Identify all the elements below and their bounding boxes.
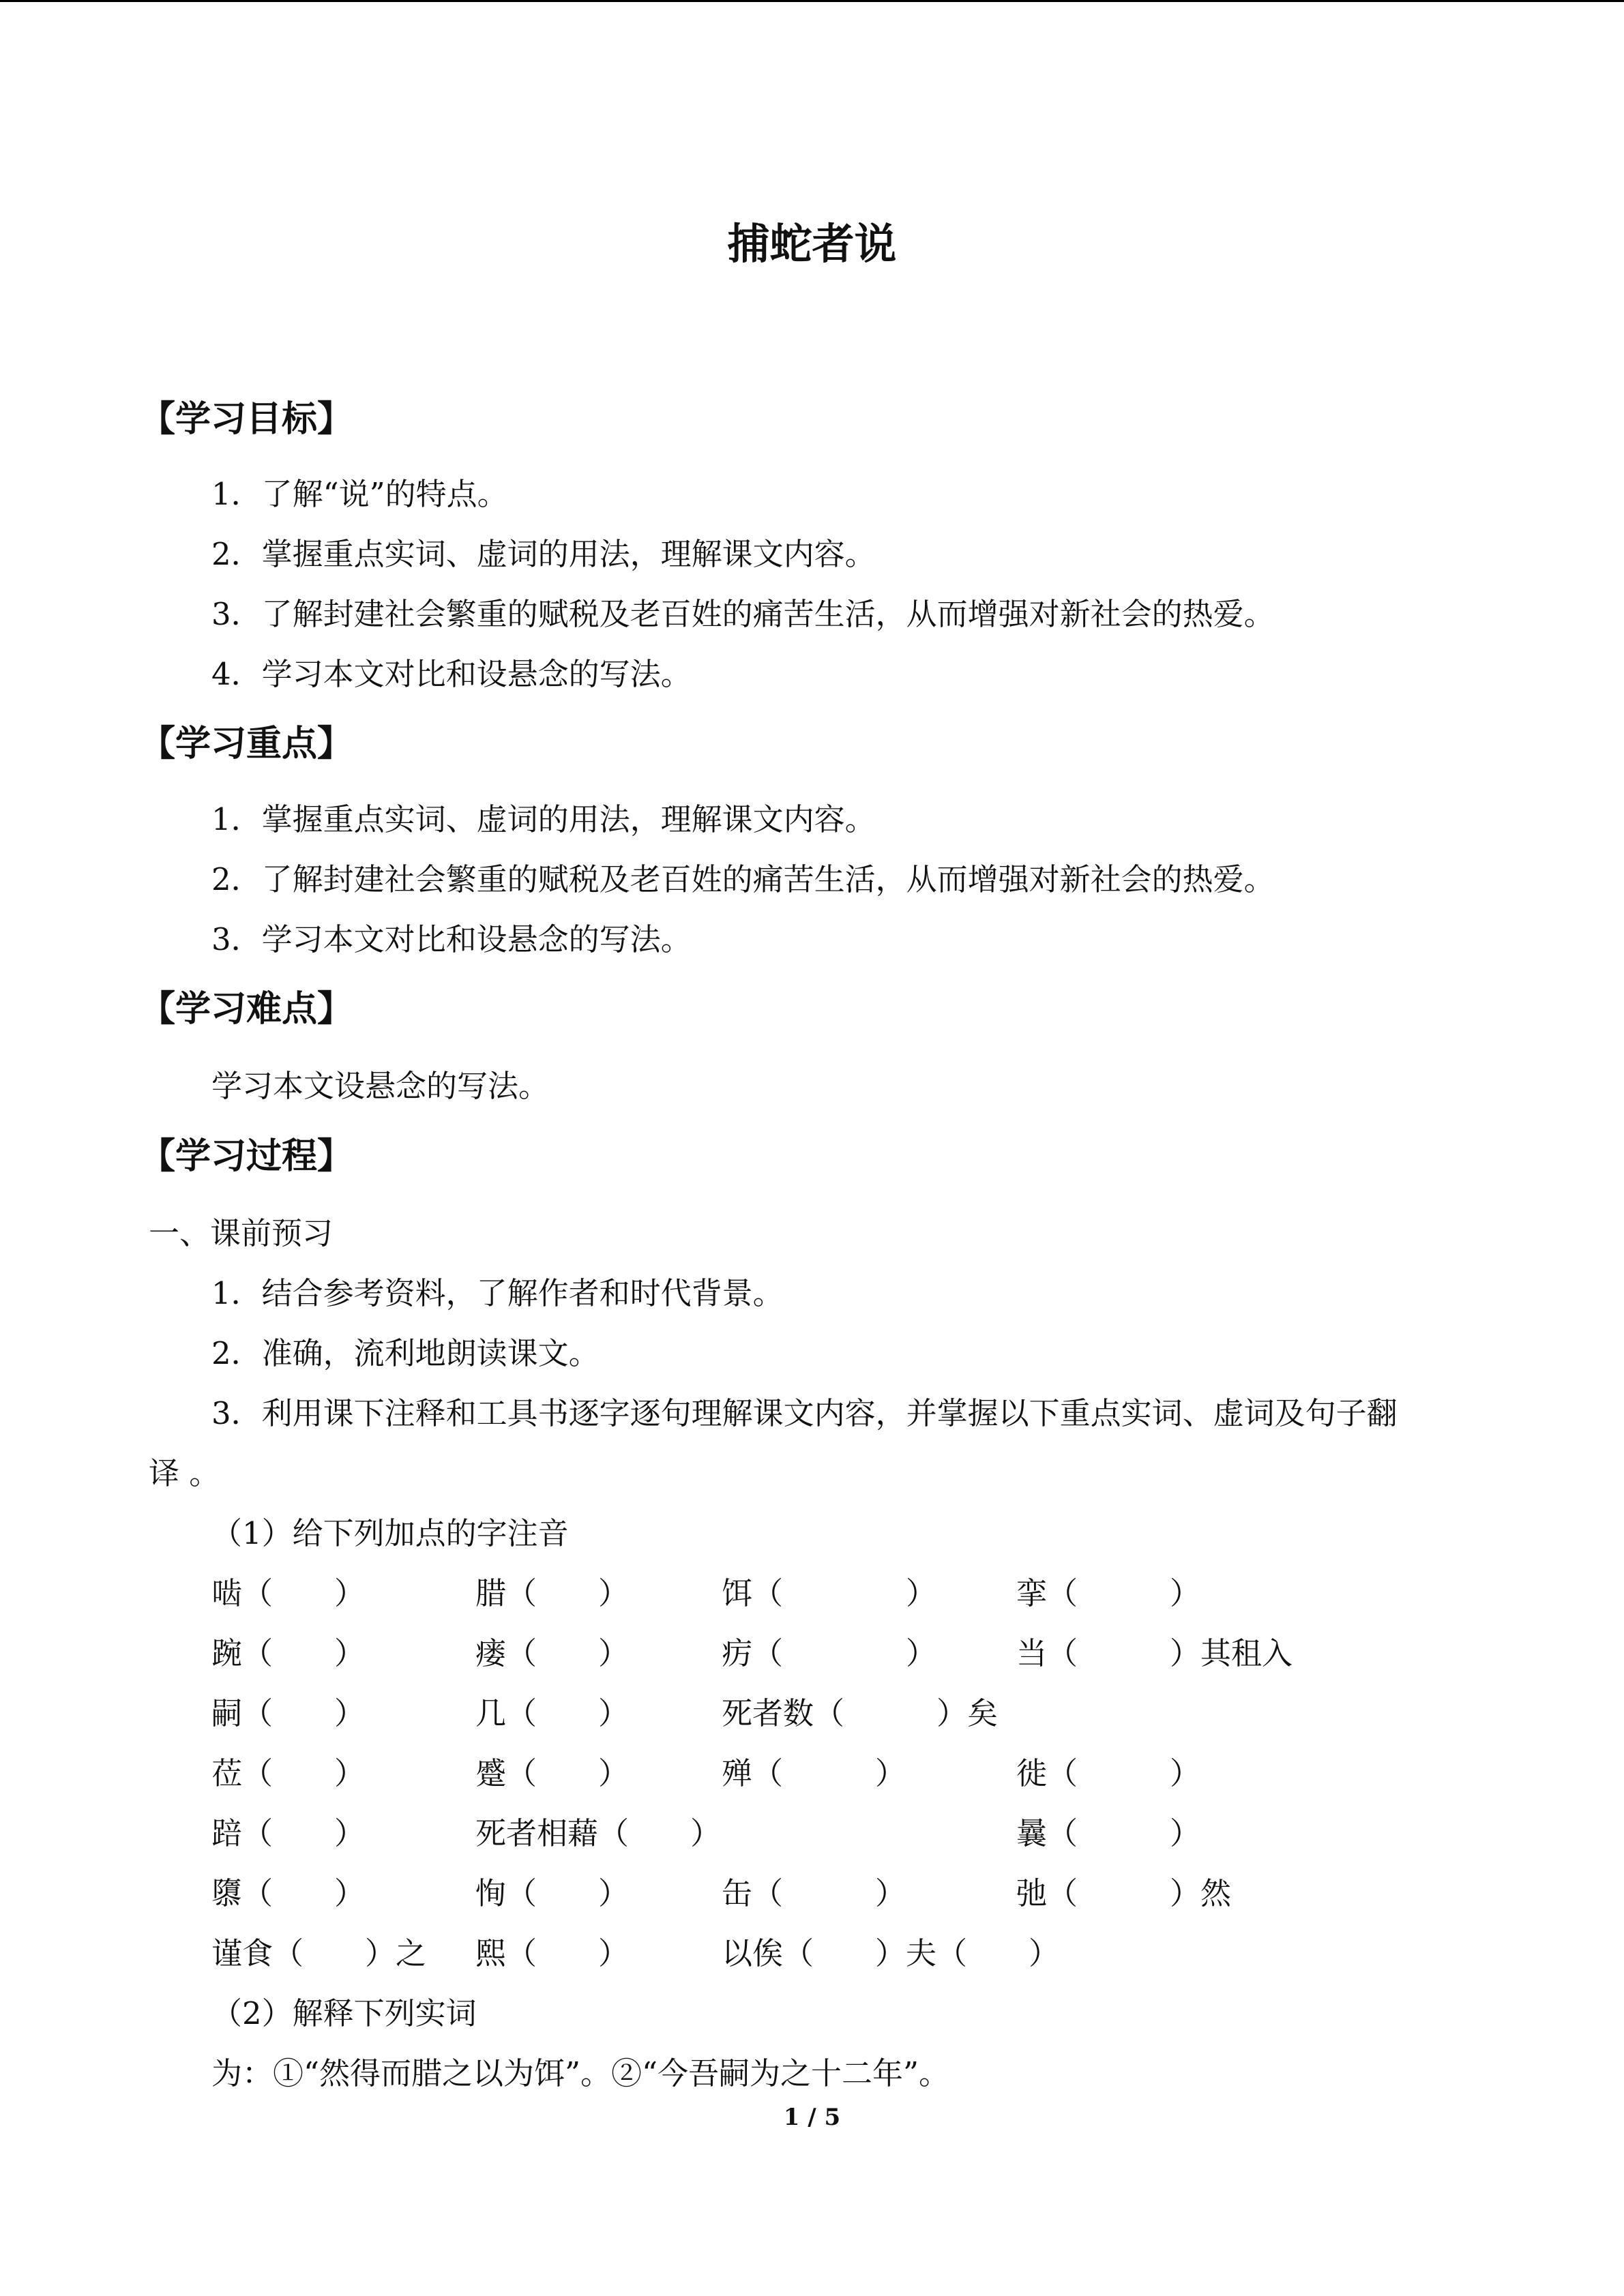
pinyin-cell: 莅（ ） xyxy=(211,1755,366,1791)
pinyin-cell: 殚（ ） xyxy=(722,1755,906,1791)
pinyin-cell: 熙（ ） xyxy=(475,1935,630,1971)
sub2-first-item: 为：①“然得而腊之以为饵”。②“今吾嗣为之十二年”。 xyxy=(211,2055,950,2091)
pinyin-cell: 死者数（ ）矣 xyxy=(722,1695,999,1731)
goal-item-2: 2．掌握重点实词、虚词的用法，理解课文内容。 xyxy=(211,536,876,572)
key-point-item-1: 1．掌握重点实词、虚词的用法，理解课文内容。 xyxy=(211,801,876,837)
process-item-1: 1．结合参考资料，了解作者和时代背景。 xyxy=(211,1275,784,1311)
pinyin-cell: 谨食（ ）之 xyxy=(211,1935,427,1971)
pinyin-cell: 饵（ ） xyxy=(722,1575,937,1611)
page-top-border xyxy=(0,0,1624,2)
pinyin-cell: 挛（ ） xyxy=(1016,1575,1201,1611)
pinyin-cell: 弛（ ）然 xyxy=(1016,1875,1232,1911)
heading-key-points: 【学习重点】 xyxy=(140,724,353,764)
pinyin-cell: 蹙（ ） xyxy=(475,1755,630,1791)
pinyin-cell: 徙（ ） xyxy=(1016,1755,1201,1791)
pinyin-cell: 当（ ）其租入 xyxy=(1016,1635,1293,1671)
difficulty-text: 学习本文设悬念的写法。 xyxy=(211,1068,550,1104)
key-point-item-3: 3．学习本文对比和设悬念的写法。 xyxy=(211,921,692,957)
goal-item-4: 4．学习本文对比和设悬念的写法。 xyxy=(211,656,692,692)
heading-goals: 【学习目标】 xyxy=(140,399,353,440)
document-title: 捕蛇者说 xyxy=(727,219,897,269)
goal-item-3: 3．了解封建社会繁重的赋税及老百姓的痛苦生活，从而增强对新社会的热爱。 xyxy=(211,596,1275,632)
heading-difficulty: 【学习难点】 xyxy=(140,989,353,1030)
pinyin-cell: 曩（ ） xyxy=(1016,1815,1201,1851)
process-item-3-continued: 译 。 xyxy=(149,1455,220,1491)
pinyin-cell: 踠（ ） xyxy=(211,1635,366,1671)
pinyin-cell: 隳（ ） xyxy=(211,1875,366,1911)
pinyin-cell: 死者相藉（ ） xyxy=(475,1815,722,1851)
part1-title: 一、课前预习 xyxy=(149,1215,334,1251)
pinyin-cell: 几（ ） xyxy=(475,1695,630,1731)
pinyin-cell: 疠（ ） xyxy=(722,1635,937,1671)
process-item-2: 2．准确，流利地朗读课文。 xyxy=(211,1335,600,1371)
pinyin-cell: 恂（ ） xyxy=(475,1875,630,1911)
page-number: 1 / 5 xyxy=(783,2104,841,2131)
pinyin-cell: 缶（ ） xyxy=(722,1875,906,1911)
sub2-title: （2）解释下列实词 xyxy=(211,1995,477,2031)
process-item-3: 3．利用课下注释和工具书逐字逐句理解课文内容，并掌握以下重点实词、虚词及句子翻 xyxy=(211,1395,1398,1431)
pinyin-cell: 嗣（ ） xyxy=(211,1695,366,1731)
sub1-title: （1）给下列加点的字注音 xyxy=(211,1515,569,1551)
pinyin-cell: 瘘（ ） xyxy=(475,1635,630,1671)
key-point-item-2: 2．了解封建社会繁重的赋税及老百姓的痛苦生活，从而增强对新社会的热爱。 xyxy=(211,861,1275,897)
pinyin-cell: 啮（ ） xyxy=(211,1575,366,1611)
pinyin-cell: 以俟（ ）夫（ ） xyxy=(722,1935,1060,1971)
pinyin-cell: 腊（ ） xyxy=(475,1575,630,1611)
heading-process: 【学习过程】 xyxy=(140,1136,353,1177)
goal-item-1: 1．了解“说”的特点。 xyxy=(211,476,508,512)
pinyin-cell: 踣（ ） xyxy=(211,1815,366,1851)
